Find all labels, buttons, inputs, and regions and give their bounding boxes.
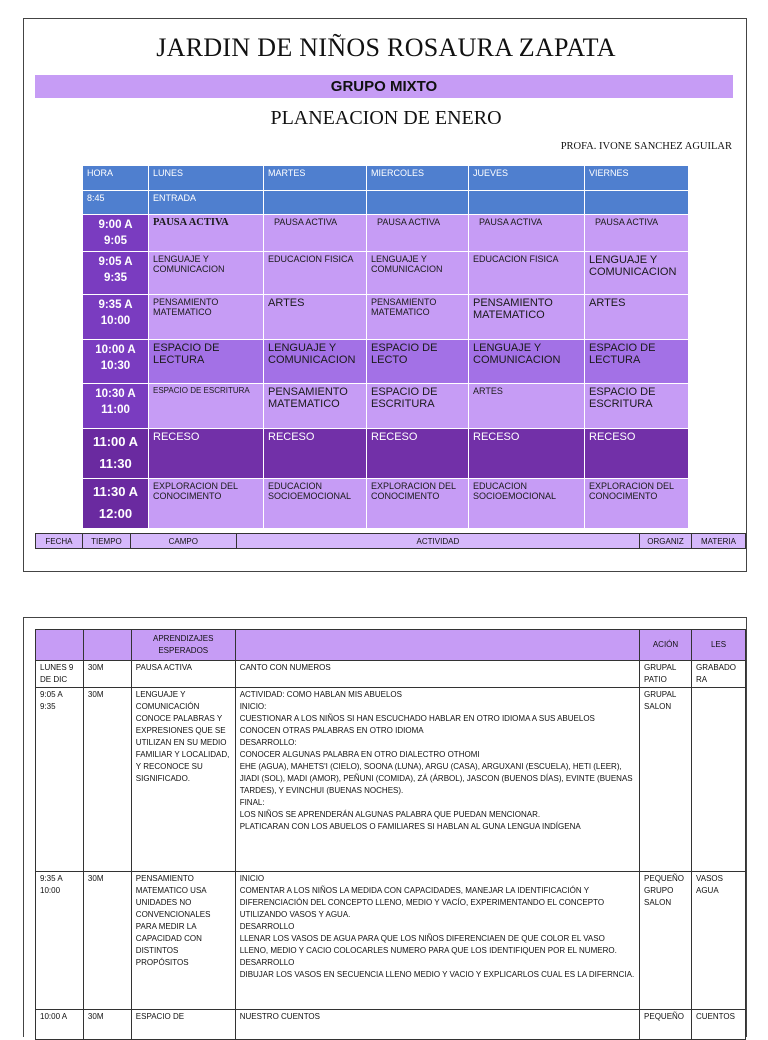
fecha-cell: 9:35 A 10:00 <box>36 872 84 1010</box>
campo-cell: PENSAMIENTO MATEMATICO USA UNIDADES NO CONVENCIONALES PARA MEDIR LA CAPACIDAD CON DISTINTOS PROPÓSITOS <box>131 872 235 1010</box>
teacher-name: PROFA. IVONE SANCHEZ AGUILAR <box>560 141 732 152</box>
column-label: CAMPO <box>130 534 236 549</box>
actividad-cell: INICIO COMENTAR A LOS NIÑOS LA MEDIDA CON CAPACIDADES, MANEJAR LA IDENTIFICACIÓN Y DIFERENCIACIÓN DEL CONCEPTO LLENO, MEDIO Y VACÍO, EXPERIMENTANDO EL CONCEPTO UTILIZANDO VASOS Y AGUA. DESARROLLO LLENAR LOS VASOS DE AGUA PARA QUE LOS NIÑOS DIFERENCIAEN DE QUE COLOR EL VASO LLENO, MEDIO Y CACIO COLOCARLES NUMERO PARA QUE LOS IDENTIFIQUEN POR EL NUMERO. DESARROLLO DIBUJAR LOS VASOS EN SECUENCIA LLENO MEDIO Y VACIO Y EXPLICARLOS CUAL ES LA DIFERNCIA. <box>235 872 639 1010</box>
actividad-cell: ACTIVIDAD: COMO HABLAN MIS ABUELOS INICIO: CUESTIONAR A LOS NIÑOS SI HAN ESCUCHADO HABLAR EN OTRO IDIOMA A SUS ABUELOS CONOCEN OTRAS PALABRAS EN OTRO IDIOMA DESARROLLO: CONOCER ALGUNAS PALABRA EN OTRO DIALECTRO OTHOMI EHE (AGUA), MAHETS'I (CIELO), SOONA (LUNA), ARGU (CASA), ARGUXANI (ESCUELA), HETI (LEER), JIADI (SOL), MADI (AMOR), PEÑUNI (COMIDA), ZÁ (ÁRBOL), JASCON (BUENOS DÍAS), EVINTE (BUENAS TARDES), Y EVINCHUI (BUENAS NOCHES). FINAL: LOS NIÑOS SE APRENDERÁN ALGUNAS PALABRA QUE PUEDAN MENCIONAR. PLATICARAN CON LOS ABUELOS O FAMILIARES SI HABLAN AL GUNA LENGUA INDÍGENA <box>235 688 639 872</box>
schedule-cell: EDUCACION FISICA <box>469 252 585 295</box>
weekly-schedule-table <box>82 165 689 529</box>
schedule-cell: ESPACIO DE ESCRITURA <box>367 384 469 429</box>
header-cell: ACIÓN <box>640 630 692 661</box>
column-label: MATERIA <box>692 534 746 549</box>
tiempo-cell: 30M <box>83 1010 131 1040</box>
schedule-cell: PENSAMIENTO MATEMATICO <box>264 384 367 429</box>
actividad-cell: NUESTRO CUENTOS <box>235 1010 639 1040</box>
time-cell: 11:00 A 11:30 <box>83 429 149 479</box>
schedule-cell: LENGUAJE Y COMUNICACION <box>149 252 264 295</box>
schedule-cell: EDUCACION SOCIOEMOCIONAL <box>469 479 585 529</box>
plan-title: PLANEACION DE ENERO <box>270 107 502 129</box>
fecha-cell: 10:00 A <box>36 1010 84 1040</box>
schedule-cell: ESPACIO DE LECTURA <box>585 340 689 384</box>
schedule-cell: LENGUAJE Y COMUNICACION <box>367 252 469 295</box>
schedule-cell: ENTRADA <box>149 191 264 215</box>
schedule-row <box>83 384 689 429</box>
schedule-cell: ARTES <box>264 295 367 340</box>
time-cell: 11:30 A 12:00 <box>83 479 149 529</box>
planning-detail-table <box>35 629 746 1040</box>
schedule-cell: LENGUAJE Y COMUNICACION <box>264 340 367 384</box>
schedule-cell: PAUSA ACTIVA <box>469 215 585 252</box>
header-cell: JUEVES <box>469 166 585 191</box>
schedule-cell: RECESO <box>585 429 689 479</box>
material-cell <box>692 688 746 872</box>
table-row <box>36 872 746 1010</box>
campo-cell: ESPACIO DE <box>131 1010 235 1040</box>
schedule-cell: PENSAMIENTO MATEMATICO <box>469 295 585 340</box>
material-cell: GRABADO RA <box>692 661 746 688</box>
schedule-row <box>83 479 689 529</box>
schedule-cell: ESPACIO DE LECTO <box>367 340 469 384</box>
schedule-cell: RECESO <box>367 429 469 479</box>
schedule-row <box>83 429 689 479</box>
schedule-cell: ESPACIO DE ESCRITURA <box>149 384 264 429</box>
tiempo-cell: 30M <box>83 688 131 872</box>
time-cell: 9:05 A 9:35 <box>83 252 149 295</box>
detail-header-row <box>36 630 746 661</box>
schedule-row <box>83 252 689 295</box>
schedule-cell: LENGUAJE Y COMUNICACION <box>585 252 689 295</box>
header-cell <box>36 630 84 661</box>
schedule-header-row <box>83 166 689 191</box>
header-cell: LUNES <box>149 166 264 191</box>
planning-detail-page <box>23 617 747 1037</box>
schedule-row <box>83 215 689 252</box>
header-cell: MARTES <box>264 166 367 191</box>
school-name: JARDIN DE NIÑOS ROSAURA ZAPATA <box>156 33 616 62</box>
tiempo-cell: 30M <box>83 872 131 1010</box>
time-cell: 10:00 A 10:30 <box>83 340 149 384</box>
schedule-cell: EXPLORACION DEL CONOCIMENTO <box>149 479 264 529</box>
schedule-cell: EDUCACION SOCIOEMOCIONAL <box>264 479 367 529</box>
material-cell: CUENTOS <box>692 1010 746 1040</box>
schedule-cell: EDUCACION FISICA <box>264 252 367 295</box>
table-row <box>36 661 746 688</box>
header-cell: HORA <box>83 166 149 191</box>
organizacion-cell: GRUPAL PATIO <box>640 661 692 688</box>
header-cell: VIERNES <box>585 166 689 191</box>
column-label: FECHA <box>36 534 83 549</box>
schedule-row <box>83 295 689 340</box>
planning-columns-header <box>35 533 746 549</box>
fecha-cell: 9:05 A 9:35 <box>36 688 84 872</box>
organizacion-cell: PEQUEÑO <box>640 1010 692 1040</box>
actividad-cell: CANTO CON NUMEROS <box>235 661 639 688</box>
campo-cell: PAUSA ACTIVA <box>131 661 235 688</box>
group-banner: GRUPO MIXTO <box>35 75 733 98</box>
schedule-cell: PENSAMIENTO MATEMATICO <box>149 295 264 340</box>
material-cell: VASOS AGUA <box>692 872 746 1010</box>
schedule-cell: PAUSA ACTIVA <box>585 215 689 252</box>
time-cell: 10:30 A 11:00 <box>83 384 149 429</box>
schedule-cell: EXPLORACION DEL CONOCIMENTO <box>367 479 469 529</box>
table-row <box>36 688 746 872</box>
header-cell: APRENDIZAJES ESPERADOS <box>131 630 235 661</box>
schedule-cell: ESPACIO DE ESCRITURA <box>585 384 689 429</box>
schedule-page <box>23 18 747 572</box>
schedule-row <box>83 340 689 384</box>
organizacion-cell: PEQUEÑO GRUPO SALON <box>640 872 692 1010</box>
schedule-row-entrada <box>83 191 689 215</box>
column-label: TIEMPO <box>82 534 130 549</box>
schedule-cell: LENGUAJE Y COMUNICACION <box>469 340 585 384</box>
schedule-cell: RECESO <box>469 429 585 479</box>
column-label: ORGANIZ <box>640 534 692 549</box>
organizacion-cell: GRUPAL SALON <box>640 688 692 872</box>
schedule-cell: ARTES <box>585 295 689 340</box>
schedule-cell: EXPLORACION DEL CONOCIMENTO <box>585 479 689 529</box>
tiempo-cell: 30M <box>83 661 131 688</box>
column-label: ACTIVIDAD <box>236 534 639 549</box>
header-cell <box>235 630 639 661</box>
header-cell: LES <box>692 630 746 661</box>
schedule-cell: RECESO <box>149 429 264 479</box>
schedule-cell: PAUSA ACTIVA <box>264 215 367 252</box>
schedule-cell: ESPACIO DE LECTURA <box>149 340 264 384</box>
schedule-cell: PAUSA ACTIVA <box>149 215 264 252</box>
schedule-cell: PENSAMIENTO MATEMATICO <box>367 295 469 340</box>
time-cell: 9:00 A 9:05 <box>83 215 149 252</box>
time-cell: 9:35 A 10:00 <box>83 295 149 340</box>
header-cell: MIERCOLES <box>367 166 469 191</box>
time-cell: 8:45 <box>83 191 149 215</box>
fecha-cell: LUNES 9 DE DIC <box>36 661 84 688</box>
schedule-cell: PAUSA ACTIVA <box>367 215 469 252</box>
schedule-cell: ARTES <box>469 384 585 429</box>
header-cell <box>83 630 131 661</box>
table-row <box>36 1010 746 1040</box>
schedule-cell: RECESO <box>264 429 367 479</box>
campo-cell: LENGUAJE Y COMUNICACIÓN CONOCE PALABRAS Y EXPRESIONES QUE SE UTILIZAN EN SU MEDIO FAMILIAR Y LOCALIDAD, Y RECONOCE SU SIGNIFICADO. <box>131 688 235 872</box>
